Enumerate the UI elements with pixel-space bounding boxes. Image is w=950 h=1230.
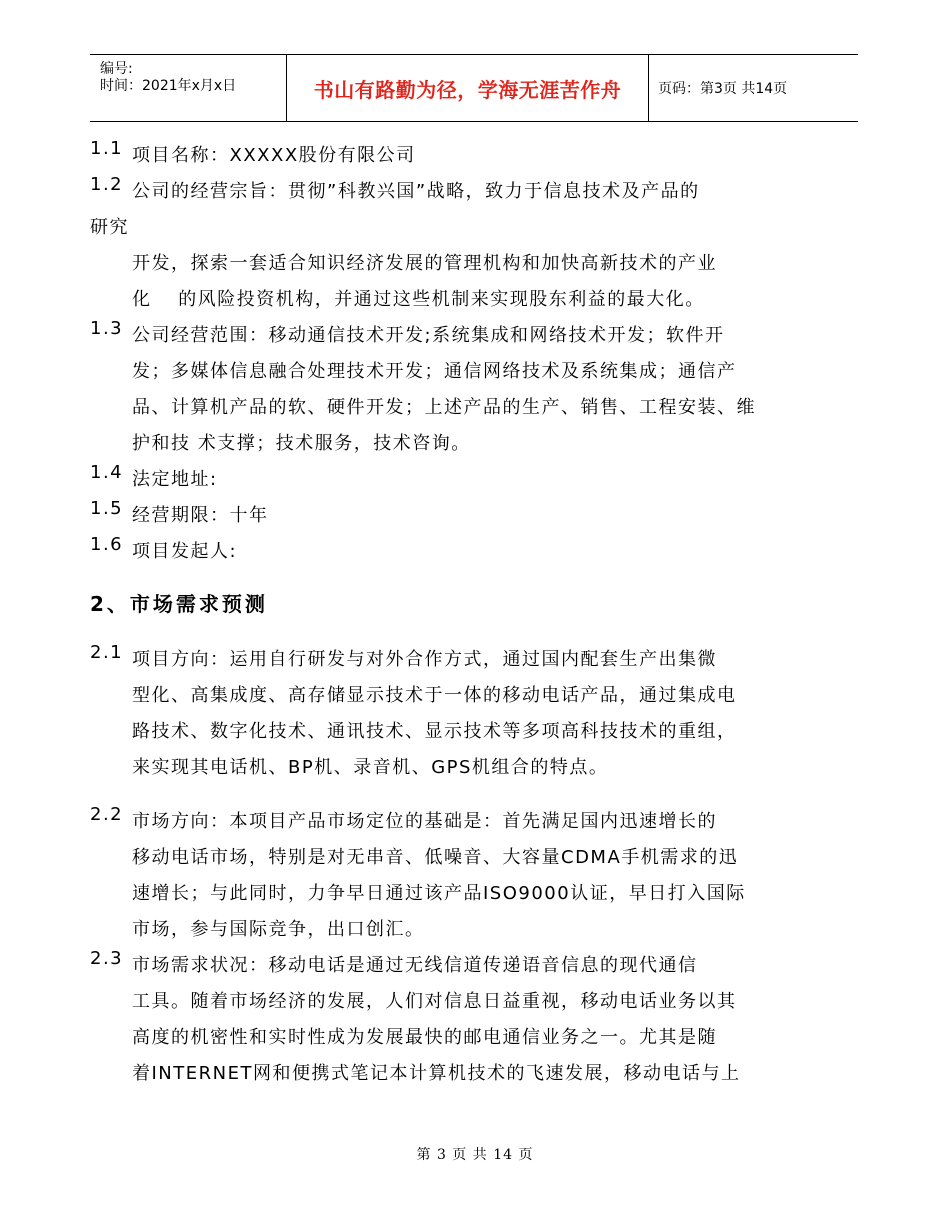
paragraph-line: 工具。随着市场经济的发展，人们对信息日益重视，移动电话业务以其 [132, 991, 737, 1012]
paragraph-number: 2.2 [90, 804, 124, 825]
paragraph [90, 534, 860, 570]
paragraph-number: 2.3 [90, 948, 124, 969]
paragraph [90, 174, 860, 318]
paragraph-line: 项目发起人: [132, 541, 238, 562]
paragraph [90, 642, 860, 786]
paragraph-number: 1.1 [90, 138, 124, 159]
paragraph [90, 318, 860, 462]
header-page-info: 页码：第3页 共14页 [658, 81, 788, 97]
paragraph-line: 市场需求状况：移动电话是通过无线信道传递语音信息的现代通信 [132, 955, 698, 976]
paragraph-line: 法定地址: [132, 469, 218, 490]
header-meta [90, 55, 286, 121]
paragraph-line: 公司经营范围：移动通信技术开发;系统集成和网络技术开发；软件开 [132, 325, 725, 346]
section-2-heading: 2、市场需求预测 [90, 592, 268, 616]
header-motto: 书山有路勤为径，学海无涯苦作舟 [286, 55, 649, 121]
paragraph-line: 项目方向：运用自行研发与对外合作方式，通过国内配套生产出集微 [132, 649, 717, 670]
paragraph-number: 1.4 [90, 462, 124, 483]
paragraph [90, 138, 860, 174]
paragraph-line: 高度的机密性和实时性成为发展最快的邮电通信业务之一。尤其是随 [132, 1027, 717, 1048]
paragraph-line: 速增长；与此同时，力争早日通过该产品ISO9000认证，早日打入国际 [132, 883, 746, 904]
number-label: 编号: [100, 61, 133, 77]
paragraph-line: 护和技 术支撑；技术服务，技术咨询。 [132, 433, 471, 454]
paragraph-line: 移动电话市场，特别是对无串音、低噪音、大容量CDMA手机需求的迅 [132, 847, 739, 868]
paragraph [90, 462, 860, 498]
paragraph-line: 市场方向：本项目产品市场定位的基础是：首先满足国内迅速增长的 [132, 811, 717, 832]
paragraph-line: 品、计算机产品的软、硬件开发；上述产品的生产、销售、工程安装、维 [132, 397, 756, 418]
page-header [90, 54, 858, 122]
paragraph-line: 开发，探索一套适合知识经济发展的管理机构和加快高新技术的产业 [132, 253, 717, 274]
paragraph [90, 498, 860, 534]
paragraph [90, 804, 860, 948]
time-label: 时间：2021年x月x日 [100, 78, 237, 94]
paragraph-number: 2.1 [90, 642, 124, 663]
paragraph-line: 公司的经营宗旨：贯彻”科教兴国”战略，致力于信息技术及产品的 [132, 181, 700, 202]
section-2 [90, 642, 860, 1092]
paragraph-line: 路技术、数字化技术、通讯技术、显示技术等多项高科技技术的重组， [132, 721, 737, 742]
paragraph-line: 市场，参与国际竞争，出口创汇。 [132, 919, 425, 940]
paragraph-line: 研究 [90, 217, 129, 238]
page-footer: 第 3 页 共 14 页 [416, 1147, 534, 1163]
paragraph-line: 来实现其电话机、BP机、录音机、GPS机组合的特点。 [132, 757, 609, 778]
paragraph-number: 1.2 [90, 174, 124, 195]
paragraph [90, 948, 860, 1092]
paragraph-number: 1.5 [90, 498, 124, 519]
paragraph-line: 发；多媒体信息融合处理技术开发；通信网络技术及系统集成；通信产 [132, 361, 737, 382]
section-1 [90, 138, 860, 570]
paragraph-line: 着INTERNET网和便携式笔记本计算机技术的飞速发展，移动电话与上 [132, 1063, 741, 1084]
paragraph-line: 化 的风险投资机构，并通过这些机制来实现股东利益的最大化。 [132, 289, 705, 310]
paragraph-line: 型化、高集成度、高存储显示技术于一体的移动电话产品，通过集成电 [132, 685, 737, 706]
paragraph-number: 1.3 [90, 318, 124, 339]
paragraph-line: 经营期限：十年 [132, 505, 269, 526]
paragraph-number: 1.6 [90, 534, 124, 555]
paragraph-line: 项目名称：XXXXX股份有限公司 [132, 145, 416, 166]
document-body [90, 138, 860, 1092]
